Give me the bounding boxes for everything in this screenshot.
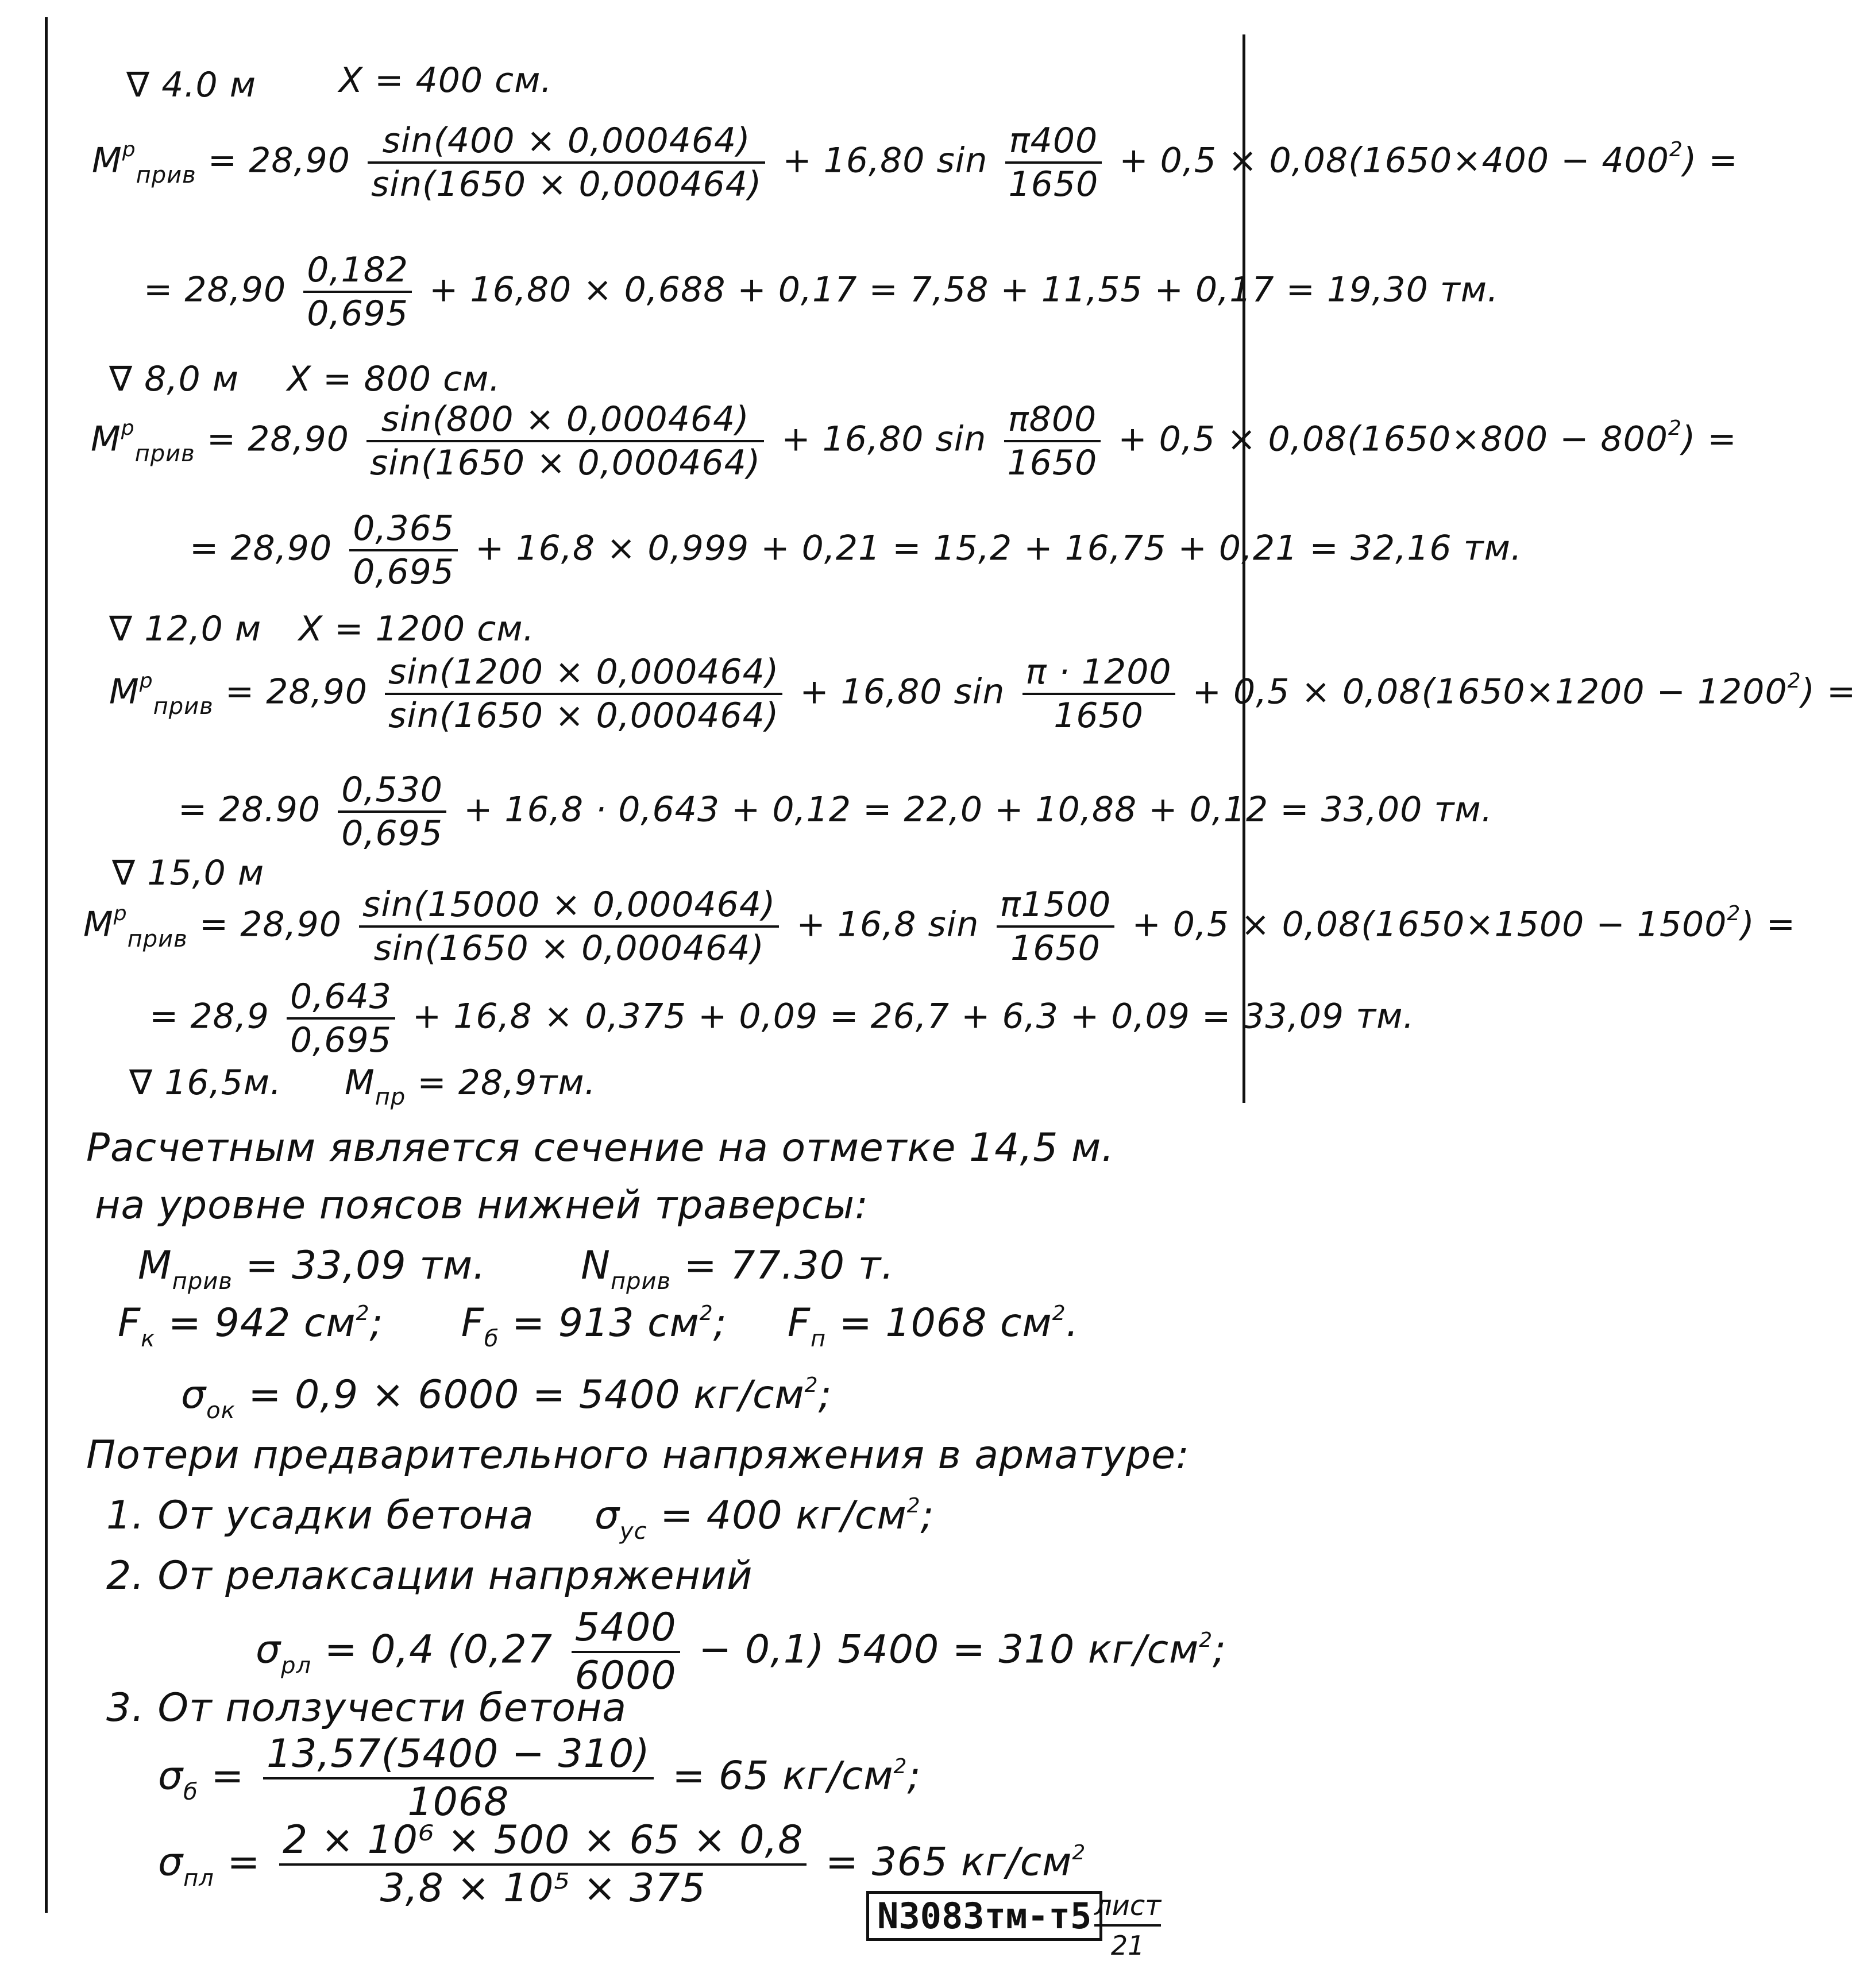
section-4-formula: $M^p_{прив} = 28,90$ $\frac{\sin(15000 \times 0,000464)}{\sin(1650 \times 0,000464)}$ + 16,8 sin $\frac{\pi 1500}{1650}$ + $0,5 \times 0,08(1650\times 1500 - 1500^2)$ =: [83, 885, 1796, 968]
section-3-x: X = 1200 см.: [299, 609, 535, 649]
section-3-result: = 28.90 $\frac{0,530}{0,695}$ + 16,8 · 0,643 + 0,12 = 22,0 + 10,88 + 0,12 = 33,00 тм.: [178, 770, 1493, 854]
sheet-number-block: [1094, 1890, 1161, 1961]
section-4-mark: ∇ 15,0 м: [112, 853, 265, 893]
losses-heading: Потери предварительного напряжения в арматуре:: [86, 1433, 1190, 1478]
areas-line: $F_к = 942$ $см^2$; $F_б = 913$ $см^2$; $F_п = 1068$ $см^2$.: [118, 1300, 1079, 1352]
section-2-x: X = 800 см.: [287, 359, 501, 399]
coef-1: = 28,90: [207, 140, 350, 181]
lhs: M: [92, 140, 122, 181]
section-1-result: = 28,90 $\frac{0,182}{0,695}$ + 16,80 × 0,688 + 0,17 = 7,58 + 11,55 + 0,17 = 19,30 тм.: [144, 250, 1499, 334]
result-fraction: $\frac{0,365}{0,695}$: [349, 511, 458, 589]
final-moment: $M_{пр} = 28,9тм$.: [345, 1063, 596, 1110]
document-code-stamp: N3083тм-т5: [866, 1891, 1102, 1941]
section-1-formula: $M^p_{прив} = 28,90$ $\frac{\sin(400 \times 0,000464)}{\sin(1650 \times 0,000464)}$ + 16,80 sin $\frac{\pi 400}{1650}$ + $0,5 \times 0,08(1650\times 400 - 400^2)$ =: [92, 121, 1738, 204]
section-3-mark: ∇ 12,0 м: [109, 609, 262, 649]
section-1-x: X = 400 см.: [339, 60, 553, 101]
section-2-result: = 28,90 $\frac{0,365}{0,695}$ + 16,8 × 0,999 + 0,21 = 15,2 + 16,75 + 0,21 = 32,16 тм.: [190, 508, 1522, 592]
lhs-sub: прив: [136, 161, 196, 188]
fraction-pi: $\frac{\pi 800}{1650}$: [1004, 402, 1101, 480]
section-2-formula: $M^p_{прив} = 28,90$ $\frac{\sin(800 \times 0,000464)}{\sin(1650 \times 0,000464)}$ + 16,80 sin $\frac{\pi 800}{1650}$ + $0,5 \times 0,08(1650\times 800 - 800^2)$ =: [91, 399, 1737, 483]
fraction: $\frac{5400}{6000}$: [572, 1608, 680, 1696]
fraction-sin: $\frac{\sin(15000 \times 0,000464)}{\sin(1650 \times 0,000464)}$: [359, 887, 779, 966]
fraction-pi: $\frac{\pi \cdot 1200}{1650}$: [1022, 655, 1175, 733]
loss-item-2-formula: $\sigma_{рл} = 0,4$ (0,27 $\frac{5400}{6000}$ − 0,1) 5400 = 310 $кг/см^2$;: [256, 1605, 1227, 1699]
fraction: $\frac{13,57(5400 - 310)}{1068}$: [263, 1735, 654, 1822]
fraction-pi: $\frac{\pi 400}{1650}$: [1005, 123, 1102, 202]
coef-2: + 16,80 sin: [782, 140, 988, 181]
loss-item-3-heading: 3. От ползучести бетона: [106, 1685, 627, 1731]
sheet-number: 21: [1110, 1930, 1145, 1961]
moment-line: $M_{прив} = 33,09$ тм. $N_{прив} = 77.30$ т.: [138, 1243, 894, 1295]
conclusion-line-2: на уровне поясов нижней траверсы:: [95, 1183, 869, 1228]
loss-item-3a-formula: $\sigma_б$ = $\frac{13,57(5400 - 310)}{1068}$ = 65 $кг/см^2$;: [158, 1731, 921, 1825]
section-1-mark: ∇ 4.0 м: [126, 65, 256, 105]
sheet-label: лист: [1094, 1890, 1161, 1927]
lhs-sup: p: [122, 137, 136, 161]
sigma-ok-line: $\sigma_{ок} = 0,9 \times 6000 = 5400$ $кг/см^2$;: [181, 1372, 832, 1424]
conclusion-line-1: Расчетным является сечение на отметке 14,5 м.: [86, 1125, 1114, 1171]
coef-3: + 0,5 × 0,08(1650×400 − 400: [1119, 140, 1669, 181]
fraction-sin: $\frac{\sin(400 \times 0,000464)}{\sin(1650 \times 0,000464)}$: [368, 123, 765, 202]
fraction-sin: $\frac{\sin(800 \times 0,000464)}{\sin(1650 \times 0,000464)}$: [366, 402, 764, 480]
section-3-formula: $M^p_{прив} = 28,90$ $\frac{\sin(1200 \times 0,000464)}{\sin(1650 \times 0,000464)}$ + 16,80 sin $\frac{\pi \cdot 1200}{1650}$ + $0,5 \times 0,08(1650\times 1200 - 1200^2)$ =: [109, 652, 1856, 736]
loss-item-3b-formula: $\sigma_{пл}$ = $\frac{\text{2 × 10⁶ × 500 × 65 × 0,8}}{\text{3,8 × 10⁵ × 375}}$ = 365 $кг/см^2$: [158, 1817, 1086, 1911]
loss-item-1: 1. От усадки бетона $\sigma_{ус} = 400$ $кг/см^2$;: [106, 1493, 935, 1545]
section-4-result: = 28,9 $\frac{0,643}{0,695}$ + 16,8 × 0,375 + 0,09 = 26,7 + 6,3 + 0,09 = 33,09 тм.: [149, 976, 1415, 1060]
left-border-line: [45, 17, 48, 1913]
result-fraction: $\frac{0,182}{0,695}$: [303, 253, 412, 331]
fraction-sin: $\frac{\sin(1200 \times 0,000464)}{\sin(1650 \times 0,000464)}$: [385, 655, 782, 733]
result-fraction: $\frac{0,530}{0,695}$: [338, 773, 446, 851]
fraction-pi: $\frac{\pi 1500}{1650}$: [997, 887, 1115, 966]
loss-item-2-heading: 2. От релаксации напряжений: [106, 1553, 753, 1599]
result-fraction: $\frac{0,643}{0,695}$: [287, 979, 395, 1057]
final-mark: ∇ 16,5м.: [129, 1063, 282, 1103]
fraction: $\frac{\text{2 × 10⁶ × 500 × 65 × 0,8}}{\text{3,8 × 10⁵ × 375}}$: [279, 1821, 807, 1908]
section-2-mark: ∇ 8,0 м: [109, 359, 239, 399]
